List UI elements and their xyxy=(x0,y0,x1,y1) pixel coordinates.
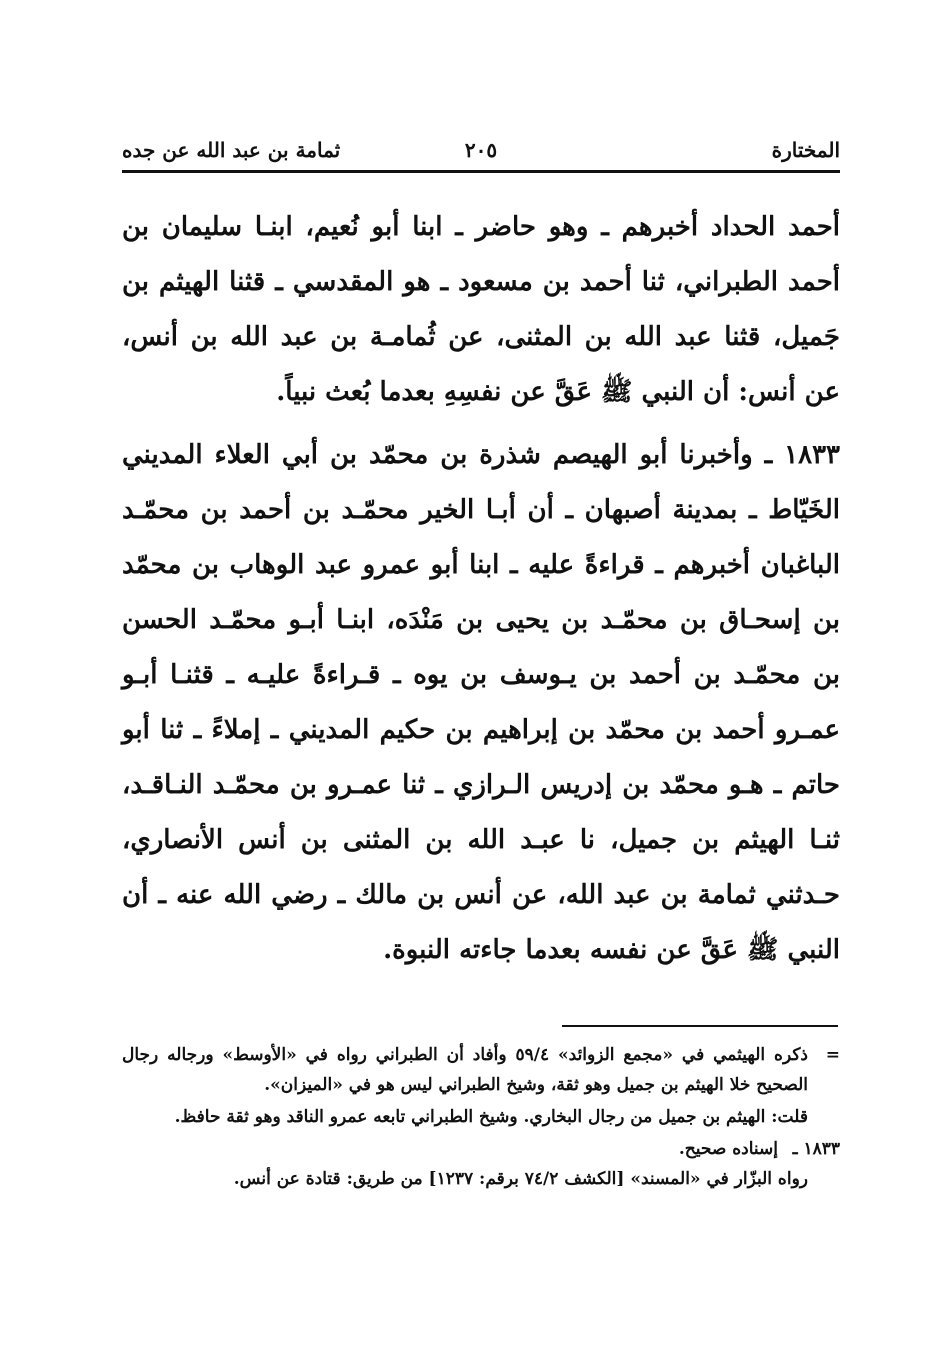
footnote-divider xyxy=(562,1025,838,1027)
footnotes xyxy=(122,1040,840,1194)
footnote-1-text: ذكره الهيثمي في «مجمع الزوائد» ٥٩/٤ وأفاد أن الطبراني رواه في «الأوسط» ورجاله رجال الصحيح خلا الهيثم بن جميل وهو ثقة، وشيخ الطبراني ليس هو في «الميزان». xyxy=(122,1045,808,1095)
section-title: المختارة xyxy=(771,138,840,162)
chapter-title: ثمامة بن عبد الله عن جده xyxy=(122,138,341,162)
footnote-3-line-2: رواه البزّار في «المسند» [الكشف ٧٤/٢ برقم: ١٢٣٧] من طريق: قتادة عن أنس. xyxy=(233,1169,808,1189)
paragraph-1: أحمد الحداد أخبرهم ـ وهو حاضر ـ ابنا أبو نُعيم، ابنـا سليمان بن أحمد الطبراني، ثنا أحمد بن مسعود ـ هو المقدسي ـ قثنا الهيثم بن جَميل، قثنا عبد الله بن المثنى، عن ثُمامـة بن عبد الله بن أنس، عن أنس: أن النبي ﷺ عَقَّ عن نفسِهِ بعدما بُعث نبياً. xyxy=(122,212,840,407)
footnote-3-line-1: إسناده صحيح. xyxy=(678,1139,778,1159)
footnote-2-text: قلت: الهيثم بن جميل من رجال البخاري. وشيخ الطبراني تابعه عمرو الناقد وهو ثقة حافظ. xyxy=(174,1107,808,1127)
footnote-2 xyxy=(122,1102,840,1132)
main-text xyxy=(122,200,840,978)
continuation-marker: = xyxy=(825,1045,840,1065)
page-header xyxy=(122,138,840,164)
footnote-3-number: ١٨٣٣ ـ xyxy=(792,1139,840,1159)
header-divider xyxy=(122,170,840,173)
page-number: ٢٠٥ xyxy=(464,138,498,162)
footnote-3-continued xyxy=(122,1164,840,1194)
paragraph-2: ١٨٣٣ ـ وأخبرنا أبو الهيصم شذرة بن محمّد بن أبي العلاء المديني الخَيّاط ـ بمدينة أصبهان ـ أن أبـا الخير محمّـد بن أحمد بن محمّـد الباغبان أخبرهم ـ قراءةً عليه ـ ابنا أبو عمرو عبد الوهاب بن محمّد بن إسحـاق بن محمّـد بن يحيى بن مَنْدَه، ابنـا أبـو محمّـد الحسن بن محمّـد بن أحمد بن يـوسف بن يوه ـ قـراءةً عليـه ـ قثنـا أبـو عمـرو أحمد بن محمّد بن إبراهيم بن حكيم المديني ـ إملاءً ـ ثنا أبو حاتم ـ هـو محمّد بن إدريس الـرازي ـ ثنا عمـرو بن محمّـد النـاقـد، ثنـا الهيثم بن جميل، نا عبـد الله بن المثنى بن أنس الأنصاري، حـدثني ثمامة بن عبد الله، عن أنس بن مالك ـ رضي الله عنه ـ أن النبي ﷺ عَقَّ عن نفسه بعدما جاءته النبوة. xyxy=(122,440,841,965)
footnote-1 xyxy=(122,1040,840,1100)
footnote-3 xyxy=(122,1134,840,1164)
